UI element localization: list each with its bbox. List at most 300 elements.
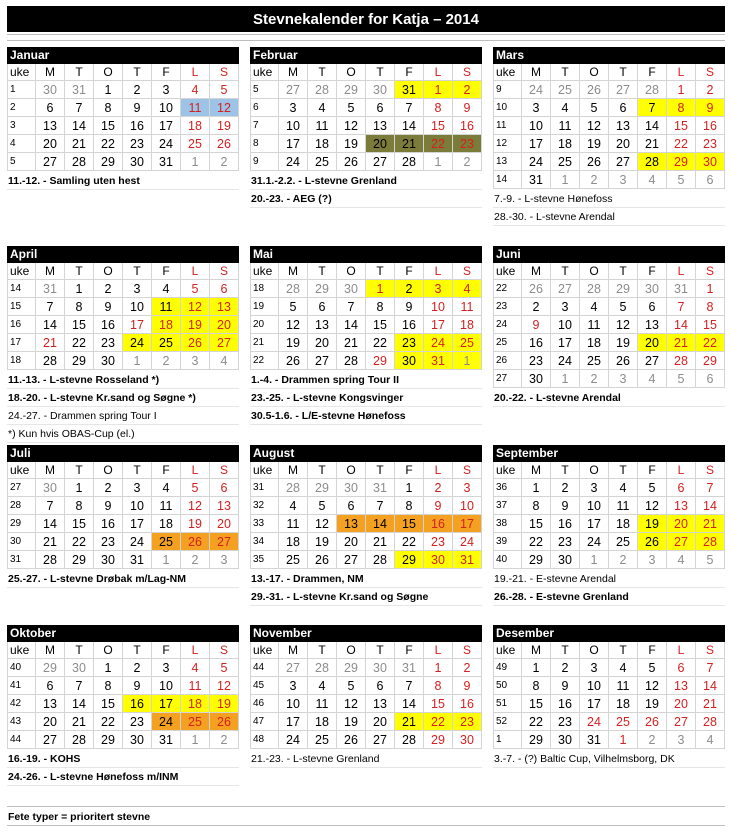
day-cell: 5 xyxy=(337,677,366,694)
day-cell: 29 xyxy=(667,153,696,170)
day-cell: 2 xyxy=(123,81,152,98)
month-mai xyxy=(250,246,482,425)
week-number: 52 xyxy=(493,713,522,730)
event-notes xyxy=(493,750,725,768)
week-column-header: uke xyxy=(493,642,522,658)
day-cell: 12 xyxy=(337,117,366,134)
day-cell: 26 xyxy=(337,153,366,170)
week-row xyxy=(493,659,725,677)
day-cell: 19 xyxy=(210,117,239,134)
day-cell: 10 xyxy=(152,677,181,694)
week-column-header: uke xyxy=(7,64,36,80)
week-row xyxy=(250,695,482,713)
weekday-header: L xyxy=(424,462,453,478)
day-cell: 17 xyxy=(152,117,181,134)
day-cell: 25 xyxy=(609,533,638,550)
day-cell: 24 xyxy=(580,713,609,730)
day-cell: 6 xyxy=(210,280,239,297)
week-row xyxy=(7,695,239,713)
day-cell: 3 xyxy=(580,659,609,676)
day-cell: 20 xyxy=(36,135,65,152)
day-cell: 19 xyxy=(580,135,609,152)
day-cell: 7 xyxy=(36,497,65,514)
day-cell: 8 xyxy=(395,497,424,514)
week-row xyxy=(493,497,725,515)
legend-footnote: Fete typer = prioritert stevne xyxy=(7,806,725,826)
day-cell: 30 xyxy=(337,280,366,297)
event-notes xyxy=(7,172,239,190)
week-row xyxy=(7,497,239,515)
day-cell: 4 xyxy=(609,659,638,676)
day-cell: 25 xyxy=(152,334,181,351)
day-cell: 17 xyxy=(522,135,551,152)
weekday-header: M xyxy=(279,64,308,80)
week-row xyxy=(493,370,725,388)
weekday-header: S xyxy=(453,462,482,478)
month-oktober xyxy=(7,625,239,786)
month-name: August xyxy=(250,445,482,462)
day-cell: 15 xyxy=(395,515,424,532)
week-row xyxy=(493,731,725,749)
day-cell: 31 xyxy=(123,551,152,568)
week-row xyxy=(7,99,239,117)
day-cell: 4 xyxy=(279,497,308,514)
day-cell: 24 xyxy=(424,334,453,351)
week-number: 47 xyxy=(250,713,279,730)
event-note: 20.-22. - L-stevne Arendal xyxy=(493,389,725,407)
weekday-header: F xyxy=(638,263,667,279)
day-cell: 21 xyxy=(395,713,424,730)
day-cell: 10 xyxy=(580,677,609,694)
week-row xyxy=(7,135,239,153)
day-cell: 24 xyxy=(123,334,152,351)
event-notes xyxy=(250,371,482,425)
day-cell: 3 xyxy=(522,99,551,116)
day-cell: 2 xyxy=(580,171,609,188)
week-column-header: uke xyxy=(7,263,36,279)
day-cell: 8 xyxy=(65,497,94,514)
week-number: 46 xyxy=(250,695,279,712)
day-cell: 27 xyxy=(366,731,395,748)
day-cell: 14 xyxy=(65,117,94,134)
day-cell: 15 xyxy=(65,316,94,333)
day-cell: 16 xyxy=(123,695,152,712)
week-row xyxy=(250,497,482,515)
day-cell: 30 xyxy=(366,659,395,676)
day-cell: 25 xyxy=(181,713,210,730)
day-cell: 10 xyxy=(551,316,580,333)
day-cell: 4 xyxy=(609,479,638,496)
day-cell: 3 xyxy=(580,479,609,496)
day-cell: 11 xyxy=(152,298,181,315)
week-number: 13 xyxy=(493,153,522,170)
day-cell: 18 xyxy=(580,334,609,351)
week-number: 50 xyxy=(493,677,522,694)
day-cell: 31 xyxy=(65,81,94,98)
week-number: 2 xyxy=(7,99,36,116)
day-cell: 24 xyxy=(152,713,181,730)
week-row xyxy=(493,99,725,117)
day-cell: 23 xyxy=(551,713,580,730)
weekday-header: L xyxy=(424,263,453,279)
day-cell: 12 xyxy=(181,497,210,514)
day-cell: 9 xyxy=(551,677,580,694)
day-cell: 23 xyxy=(453,713,482,730)
week-number: 35 xyxy=(250,551,279,568)
day-cell: 21 xyxy=(395,135,424,152)
week-row xyxy=(493,316,725,334)
day-cell: 28 xyxy=(36,551,65,568)
day-cell: 6 xyxy=(366,677,395,694)
day-cell: 28 xyxy=(308,659,337,676)
day-cell: 20 xyxy=(366,135,395,152)
weekday-header: L xyxy=(667,263,696,279)
day-cell: 24 xyxy=(551,352,580,369)
day-cell: 4 xyxy=(308,99,337,116)
month-name: Januar xyxy=(7,47,239,64)
weekday-header: S xyxy=(210,642,239,658)
event-note: 23.-25. - L-stevne Kongsvinger xyxy=(250,389,482,407)
week-number: 31 xyxy=(7,551,36,568)
day-cell: 11 xyxy=(279,515,308,532)
week-column-header: uke xyxy=(250,642,279,658)
day-cell: 4 xyxy=(152,479,181,496)
day-cell: 30 xyxy=(453,731,482,748)
weekday-header: S xyxy=(453,263,482,279)
event-note: 11.-13. - L-stevne Rosseland *) xyxy=(7,371,239,389)
week-number: 27 xyxy=(7,479,36,496)
weekday-header: M xyxy=(279,642,308,658)
weekday-header: L xyxy=(667,462,696,478)
event-note: 11.-12. - Samling uten hest xyxy=(7,172,239,190)
day-cell: 27 xyxy=(638,352,667,369)
day-cell: 12 xyxy=(638,497,667,514)
day-cell: 13 xyxy=(36,695,65,712)
event-note: 16.-19. - KOHS xyxy=(7,750,239,768)
event-note: 19.-21. - E-stevne Arendal xyxy=(493,570,725,588)
day-cell: 4 xyxy=(638,370,667,387)
week-row xyxy=(493,153,725,171)
month-name: Mai xyxy=(250,246,482,263)
weekday-header: O xyxy=(94,642,123,658)
day-cell: 14 xyxy=(395,695,424,712)
weekday-header: T xyxy=(609,642,638,658)
day-cell: 9 xyxy=(94,298,123,315)
week-number: 42 xyxy=(7,695,36,712)
weekday-header-row xyxy=(493,462,725,479)
day-cell: 25 xyxy=(308,153,337,170)
day-cell: 6 xyxy=(609,99,638,116)
weekday-header: M xyxy=(522,64,551,80)
day-cell: 31 xyxy=(36,280,65,297)
event-note: 7.-9. - L-stevne Hønefoss xyxy=(493,190,725,208)
day-cell: 1 xyxy=(94,81,123,98)
day-cell: 24 xyxy=(279,153,308,170)
week-number: 12 xyxy=(493,135,522,152)
weekday-header-row xyxy=(493,64,725,81)
week-number: 20 xyxy=(250,316,279,333)
month-name: Juli xyxy=(7,445,239,462)
day-cell: 29 xyxy=(94,731,123,748)
day-cell: 24 xyxy=(453,533,482,550)
day-cell: 9 xyxy=(123,677,152,694)
day-cell: 14 xyxy=(65,695,94,712)
week-column-header: uke xyxy=(7,642,36,658)
day-cell: 29 xyxy=(424,731,453,748)
day-cell: 28 xyxy=(696,713,725,730)
divider xyxy=(7,40,725,41)
day-cell: 26 xyxy=(638,533,667,550)
calendar-title: Stevnekalender for Katja – 2014 xyxy=(7,6,725,32)
week-number: 18 xyxy=(7,352,36,369)
day-cell: 19 xyxy=(609,334,638,351)
day-cell: 25 xyxy=(279,551,308,568)
month-august xyxy=(250,445,482,606)
day-cell: 12 xyxy=(580,117,609,134)
week-number: 11 xyxy=(493,117,522,134)
weekday-header-row xyxy=(7,462,239,479)
week-row xyxy=(7,659,239,677)
day-cell: 11 xyxy=(580,316,609,333)
week-column-header: uke xyxy=(250,462,279,478)
day-cell: 11 xyxy=(181,99,210,116)
day-cell: 23 xyxy=(551,533,580,550)
day-cell: 2 xyxy=(94,479,123,496)
day-cell: 4 xyxy=(152,280,181,297)
day-cell: 6 xyxy=(638,298,667,315)
day-cell: 18 xyxy=(609,695,638,712)
weekday-header: F xyxy=(638,642,667,658)
day-cell: 10 xyxy=(123,497,152,514)
weekday-header: S xyxy=(696,642,725,658)
day-cell: 22 xyxy=(94,135,123,152)
day-cell: 3 xyxy=(152,659,181,676)
week-row xyxy=(493,479,725,497)
day-cell: 26 xyxy=(279,352,308,369)
weekday-header: O xyxy=(580,462,609,478)
day-cell: 5 xyxy=(667,171,696,188)
weekday-header-row xyxy=(7,263,239,280)
day-cell: 3 xyxy=(123,280,152,297)
weekday-header: F xyxy=(395,462,424,478)
day-cell: 27 xyxy=(279,659,308,676)
week-number: 27 xyxy=(493,370,522,387)
week-row xyxy=(493,334,725,352)
day-cell: 2 xyxy=(551,659,580,676)
day-cell: 16 xyxy=(424,515,453,532)
day-cell: 10 xyxy=(580,497,609,514)
weekday-header: S xyxy=(210,64,239,80)
week-row xyxy=(493,117,725,135)
week-number: 51 xyxy=(493,695,522,712)
day-cell: 2 xyxy=(696,81,725,98)
day-cell: 26 xyxy=(337,731,366,748)
day-cell: 15 xyxy=(424,695,453,712)
day-cell: 30 xyxy=(337,479,366,496)
day-cell: 21 xyxy=(638,135,667,152)
week-row xyxy=(493,551,725,569)
week-number: 26 xyxy=(493,352,522,369)
day-cell: 12 xyxy=(181,298,210,315)
week-number: 24 xyxy=(493,316,522,333)
day-cell: 2 xyxy=(453,81,482,98)
weekday-header: O xyxy=(580,64,609,80)
day-cell: 15 xyxy=(366,316,395,333)
day-cell: 7 xyxy=(395,677,424,694)
day-cell: 4 xyxy=(453,280,482,297)
day-cell: 26 xyxy=(522,280,551,297)
day-cell: 31 xyxy=(453,551,482,568)
event-note: 30.5-1.6. - L/E-stevne Hønefoss xyxy=(250,407,482,425)
weekday-header: F xyxy=(152,462,181,478)
day-cell: 13 xyxy=(337,515,366,532)
weekday-header: O xyxy=(337,642,366,658)
week-number: 49 xyxy=(493,659,522,676)
week-number: 34 xyxy=(250,533,279,550)
week-column-header: uke xyxy=(493,462,522,478)
day-cell: 5 xyxy=(181,479,210,496)
day-cell: 27 xyxy=(551,280,580,297)
day-cell: 25 xyxy=(152,533,181,550)
day-cell: 21 xyxy=(366,533,395,550)
week-row xyxy=(7,551,239,569)
day-cell: 12 xyxy=(638,677,667,694)
day-cell: 26 xyxy=(580,81,609,98)
day-cell: 23 xyxy=(696,135,725,152)
month-september xyxy=(493,445,725,606)
day-cell: 24 xyxy=(522,153,551,170)
day-cell: 5 xyxy=(638,479,667,496)
weekday-header: L xyxy=(181,462,210,478)
weekday-header-row xyxy=(250,642,482,659)
weekday-header: T xyxy=(551,642,580,658)
weekday-header: L xyxy=(181,263,210,279)
day-cell: 29 xyxy=(522,731,551,748)
day-cell: 30 xyxy=(424,551,453,568)
weekday-header: M xyxy=(36,263,65,279)
weekday-header: L xyxy=(181,642,210,658)
day-cell: 1 xyxy=(94,659,123,676)
week-number: 14 xyxy=(7,280,36,297)
day-cell: 30 xyxy=(36,479,65,496)
day-cell: 6 xyxy=(366,99,395,116)
day-cell: 15 xyxy=(522,695,551,712)
day-cell: 30 xyxy=(94,352,123,369)
week-row xyxy=(250,153,482,171)
day-cell: 20 xyxy=(638,334,667,351)
day-cell: 18 xyxy=(181,695,210,712)
day-cell: 7 xyxy=(366,497,395,514)
week-row xyxy=(250,352,482,370)
week-number: 29 xyxy=(7,515,36,532)
week-number: 6 xyxy=(250,99,279,116)
month-name: Desember xyxy=(493,625,725,642)
week-number: 8 xyxy=(250,135,279,152)
weekday-header: T xyxy=(123,462,152,478)
day-cell: 12 xyxy=(210,99,239,116)
day-cell: 5 xyxy=(210,659,239,676)
day-cell: 20 xyxy=(667,515,696,532)
day-cell: 1 xyxy=(65,479,94,496)
day-cell: 28 xyxy=(638,81,667,98)
day-cell: 24 xyxy=(279,731,308,748)
day-cell: 26 xyxy=(181,533,210,550)
day-cell: 1 xyxy=(522,659,551,676)
day-cell: 7 xyxy=(65,677,94,694)
day-cell: 29 xyxy=(94,153,123,170)
day-cell: 14 xyxy=(696,497,725,514)
day-cell: 2 xyxy=(395,280,424,297)
day-cell: 6 xyxy=(696,370,725,387)
week-row xyxy=(7,334,239,352)
day-cell: 27 xyxy=(609,81,638,98)
day-cell: 6 xyxy=(308,298,337,315)
day-cell: 20 xyxy=(667,695,696,712)
week-row xyxy=(493,713,725,731)
week-number: 15 xyxy=(7,298,36,315)
weekday-header: T xyxy=(65,642,94,658)
weekday-header: T xyxy=(366,642,395,658)
event-note: 13.-17. - Drammen, NM xyxy=(250,570,482,588)
weekday-header-row xyxy=(7,642,239,659)
day-cell: 31 xyxy=(395,81,424,98)
week-number: 48 xyxy=(250,731,279,748)
day-cell: 15 xyxy=(65,515,94,532)
day-cell: 27 xyxy=(667,533,696,550)
day-cell: 8 xyxy=(667,99,696,116)
day-cell: 1 xyxy=(580,551,609,568)
week-number: 19 xyxy=(250,298,279,315)
day-cell: 28 xyxy=(580,280,609,297)
day-cell: 1 xyxy=(424,659,453,676)
day-cell: 30 xyxy=(551,551,580,568)
weekday-header-row xyxy=(250,64,482,81)
day-cell: 5 xyxy=(638,659,667,676)
event-note: 24.-27. - Drammen spring Tour I xyxy=(7,407,239,425)
weekday-header: O xyxy=(94,263,123,279)
week-row xyxy=(250,135,482,153)
week-row xyxy=(7,533,239,551)
day-cell: 21 xyxy=(36,533,65,550)
day-cell: 20 xyxy=(36,713,65,730)
weekday-header: T xyxy=(308,462,337,478)
day-cell: 9 xyxy=(453,677,482,694)
week-number: 16 xyxy=(7,316,36,333)
day-cell: 2 xyxy=(551,479,580,496)
day-cell: 13 xyxy=(638,316,667,333)
day-cell: 26 xyxy=(181,334,210,351)
day-cell: 2 xyxy=(210,153,239,170)
day-cell: 3 xyxy=(667,731,696,748)
weekday-header-row xyxy=(493,642,725,659)
day-cell: 11 xyxy=(308,117,337,134)
weekday-header: F xyxy=(395,64,424,80)
day-cell: 31 xyxy=(667,280,696,297)
day-cell: 7 xyxy=(65,99,94,116)
week-number: 1 xyxy=(493,731,522,748)
weekday-header: M xyxy=(36,462,65,478)
day-cell: 6 xyxy=(36,99,65,116)
day-cell: 8 xyxy=(366,298,395,315)
weekday-header: T xyxy=(123,642,152,658)
day-cell: 6 xyxy=(337,497,366,514)
day-cell: 30 xyxy=(395,352,424,369)
day-cell: 29 xyxy=(65,551,94,568)
day-cell: 28 xyxy=(279,479,308,496)
divider xyxy=(7,34,725,35)
day-cell: 1 xyxy=(551,370,580,387)
week-row xyxy=(7,117,239,135)
